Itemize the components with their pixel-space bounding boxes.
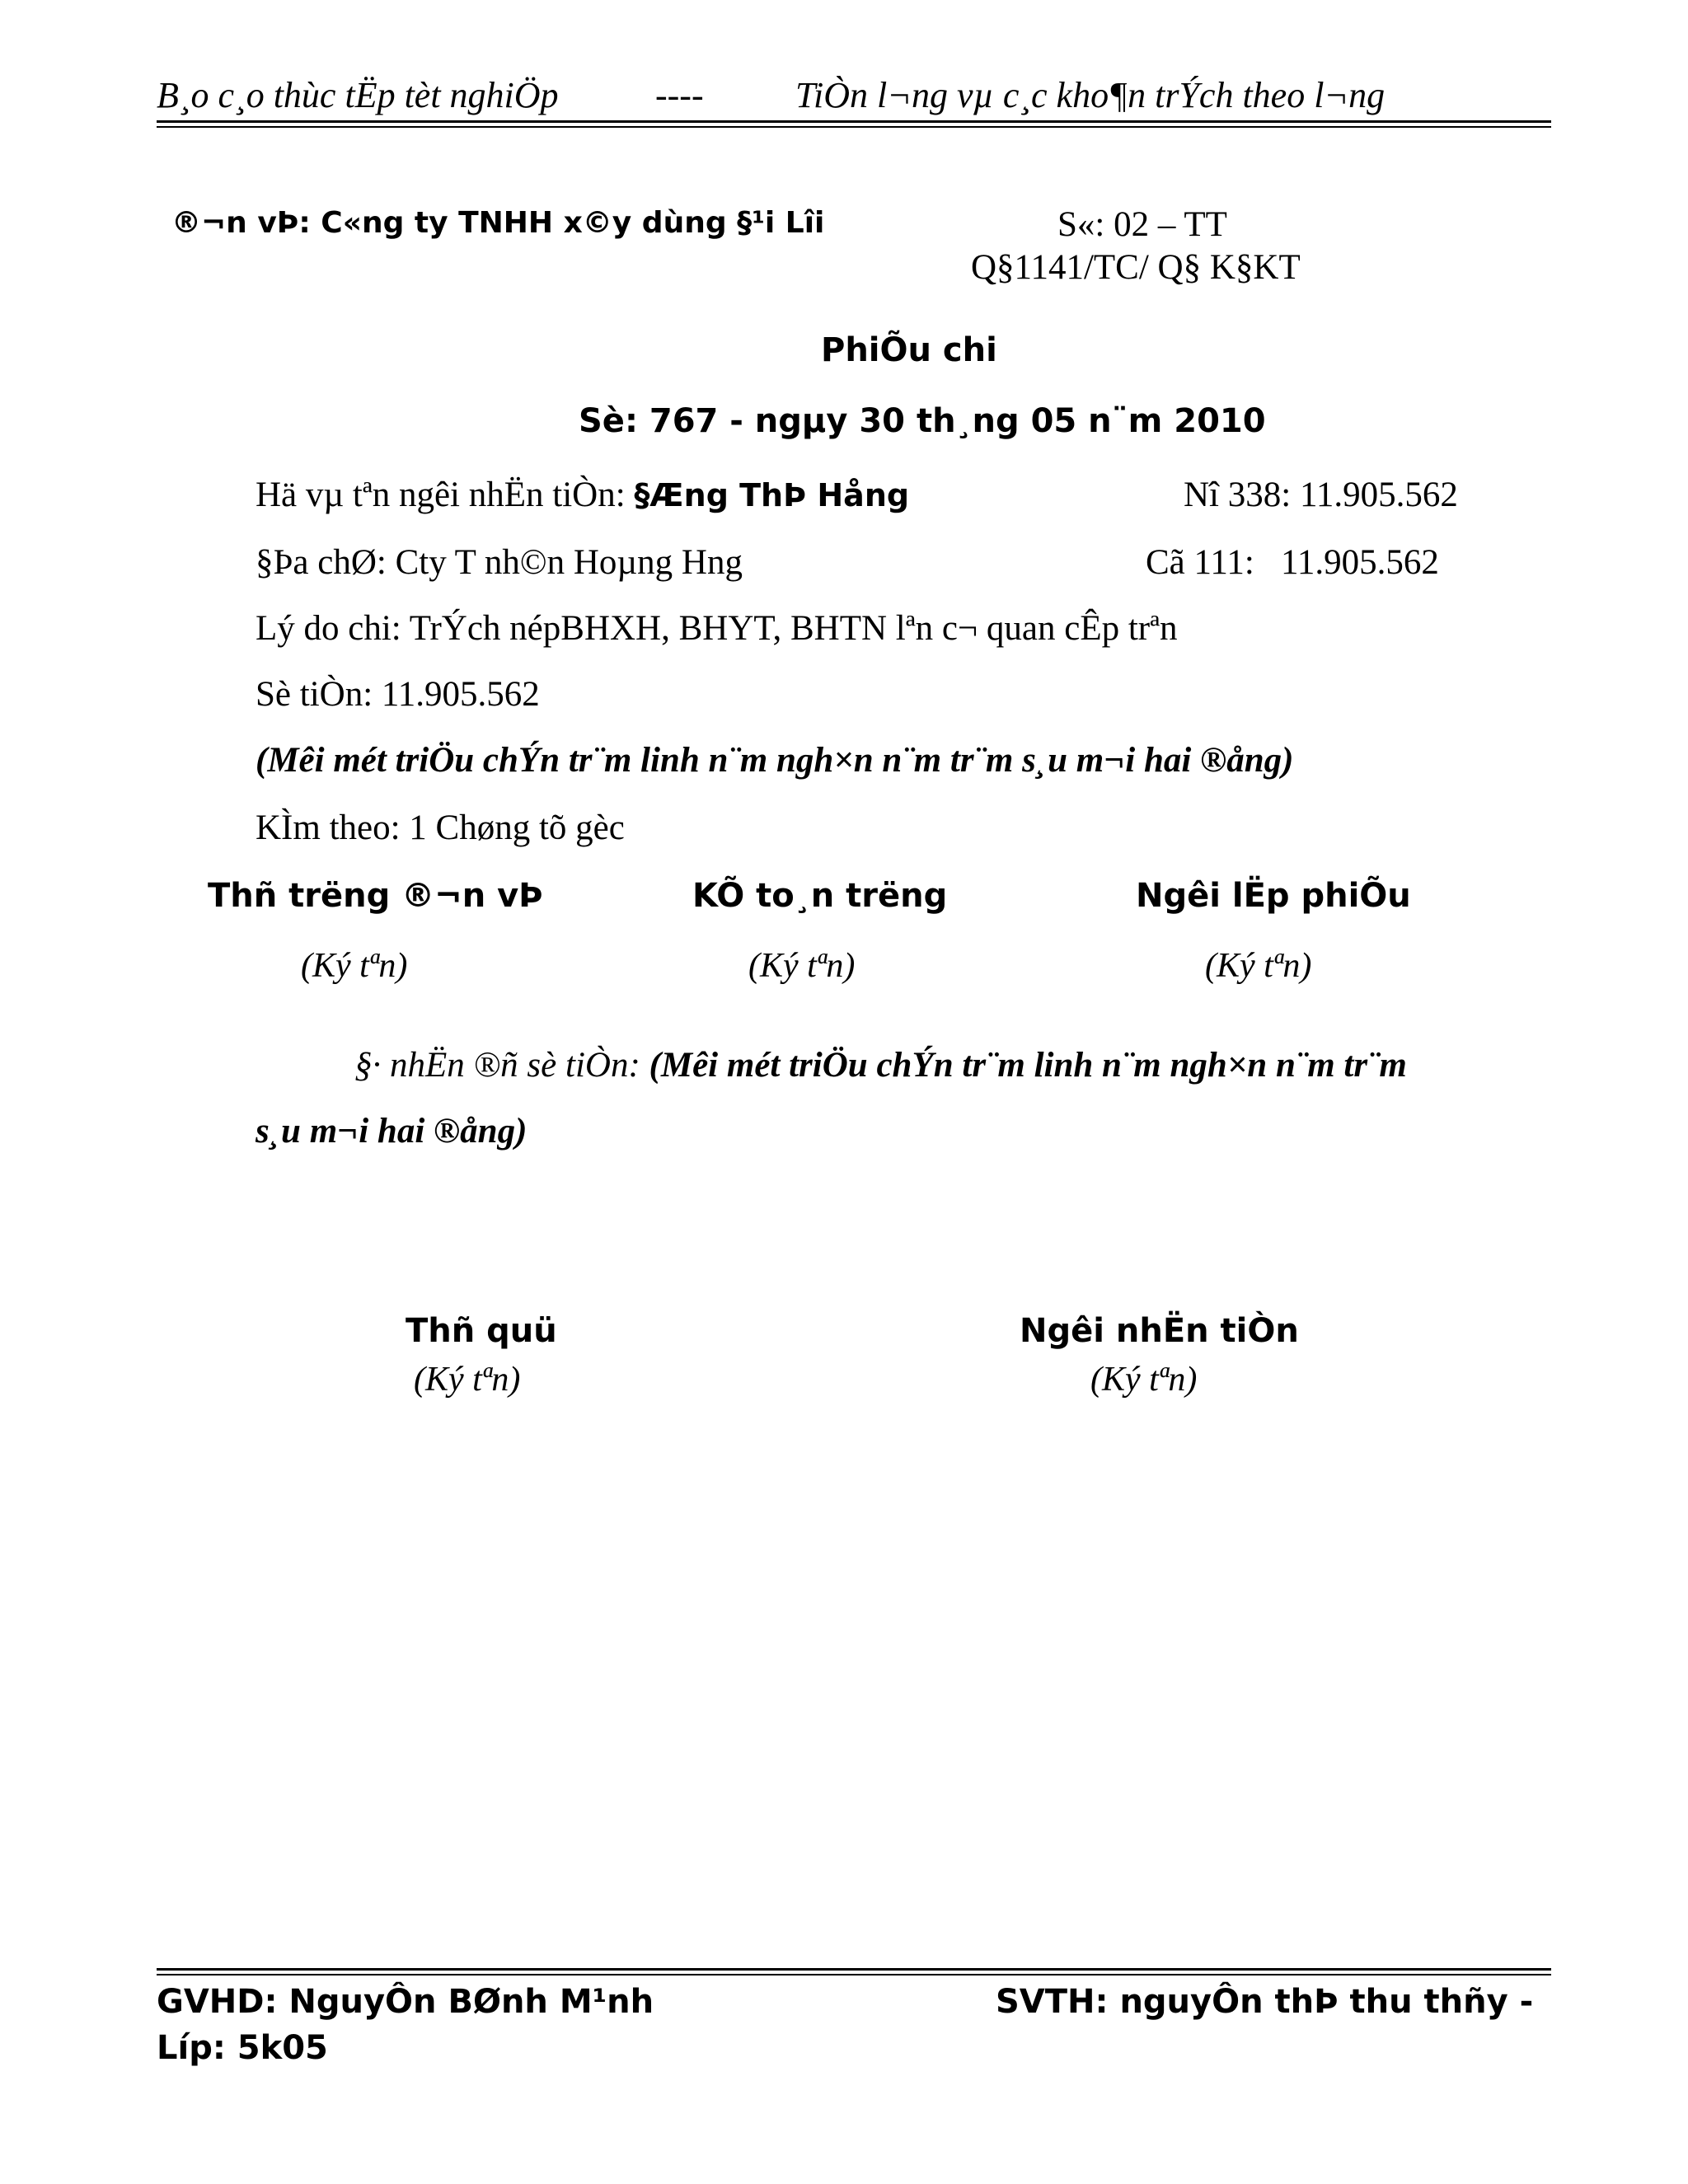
signature-title-preparer: Ngêi lËp phiÕu — [1136, 877, 1411, 915]
footer-rule — [157, 1968, 1551, 1975]
footer-supervisor: GVHD: NguyÔn BØnh M¹nh — [157, 1983, 654, 2021]
credit-account: Cã 111: 11.905.562 — [1146, 543, 1439, 582]
received-amount-words-1: (Mêi mét triÖu chÝn tr¨m linh n¨m ngh×n n¨m tr¨m — [649, 1046, 1407, 1085]
header-rule — [157, 120, 1551, 128]
footer-class: Líp: 5k05 — [157, 2029, 328, 2067]
form-code: S«: 02 – TT — [1057, 205, 1227, 244]
debit-account: Nî 338: 11.905.562 — [1184, 476, 1458, 514]
unit-name: ®¬n vÞ: C«ng ty TNHH x©y dùng §¹i Lîi — [171, 206, 825, 240]
signature-note-cashier: (Ký tªn) — [414, 1361, 521, 1399]
payee-label: Hä vµ tªn ngêi nhËn tiÒn: — [256, 476, 635, 514]
signature-title-chief-accountant: KÕ to¸n trëng — [692, 877, 948, 915]
signature-note-preparer: (Ký tªn) — [1205, 947, 1312, 985]
header-left: B¸o c¸o thùc tËp tèt nghiÖp — [157, 75, 559, 115]
received-prefix: §· nhËn ®ñ sè tiÒn: — [354, 1046, 649, 1085]
signature-title-cashier: Thñ quü — [406, 1312, 557, 1350]
payment-reason: Lý do chi: TrÝch népBHXH, BHYT, BHTN lªn c¬ quan cÊp trªn — [256, 609, 1178, 648]
attached-documents: KÌm theo: 1 Chøng tõ gèc — [256, 808, 625, 847]
address: §Þa chØ: Cty T nh©n Hoµng Hng — [256, 543, 743, 582]
payee-line — [256, 475, 909, 515]
amount: Sè tiÒn: 11.905.562 — [256, 675, 540, 714]
document-title: PhiÕu chi — [821, 331, 997, 369]
header-right: TiÒn l¬ng vµ c¸c kho¶n trÝch theo l¬ng — [795, 75, 1386, 115]
payee-name: §Æng ThÞ Hång — [634, 477, 910, 513]
amount-in-words: (Mêi mét triÖu chÝn tr¨m linh n¨m ngh×n n¨m tr¨m s¸u m¬i hai ®ång) — [256, 741, 1294, 780]
signature-note-unit-head: (Ký tªn) — [301, 947, 408, 985]
number-date: Sè: 767 - ngµy 30 th¸ng 05 n¨m 2010 — [579, 402, 1266, 440]
received-amount-words-2: s¸u m¬i hai ®ång) — [256, 1112, 528, 1151]
header-dashes: ---- — [655, 75, 704, 115]
signature-note-chief-accountant: (Ký tªn) — [748, 947, 856, 985]
signature-title-receiver: Ngêi nhËn tiÒn — [1020, 1312, 1299, 1350]
form-decision: Q§1141/TC/ Q§ K§KT — [971, 248, 1301, 287]
footer-student: SVTH: nguyÔn thÞ thu thñy - — [996, 1983, 1534, 2021]
signature-note-receiver: (Ký tªn) — [1090, 1361, 1198, 1399]
signature-title-unit-head: Thñ trëng ®¬n vÞ — [208, 877, 543, 915]
received-line-1 — [354, 1045, 1407, 1085]
